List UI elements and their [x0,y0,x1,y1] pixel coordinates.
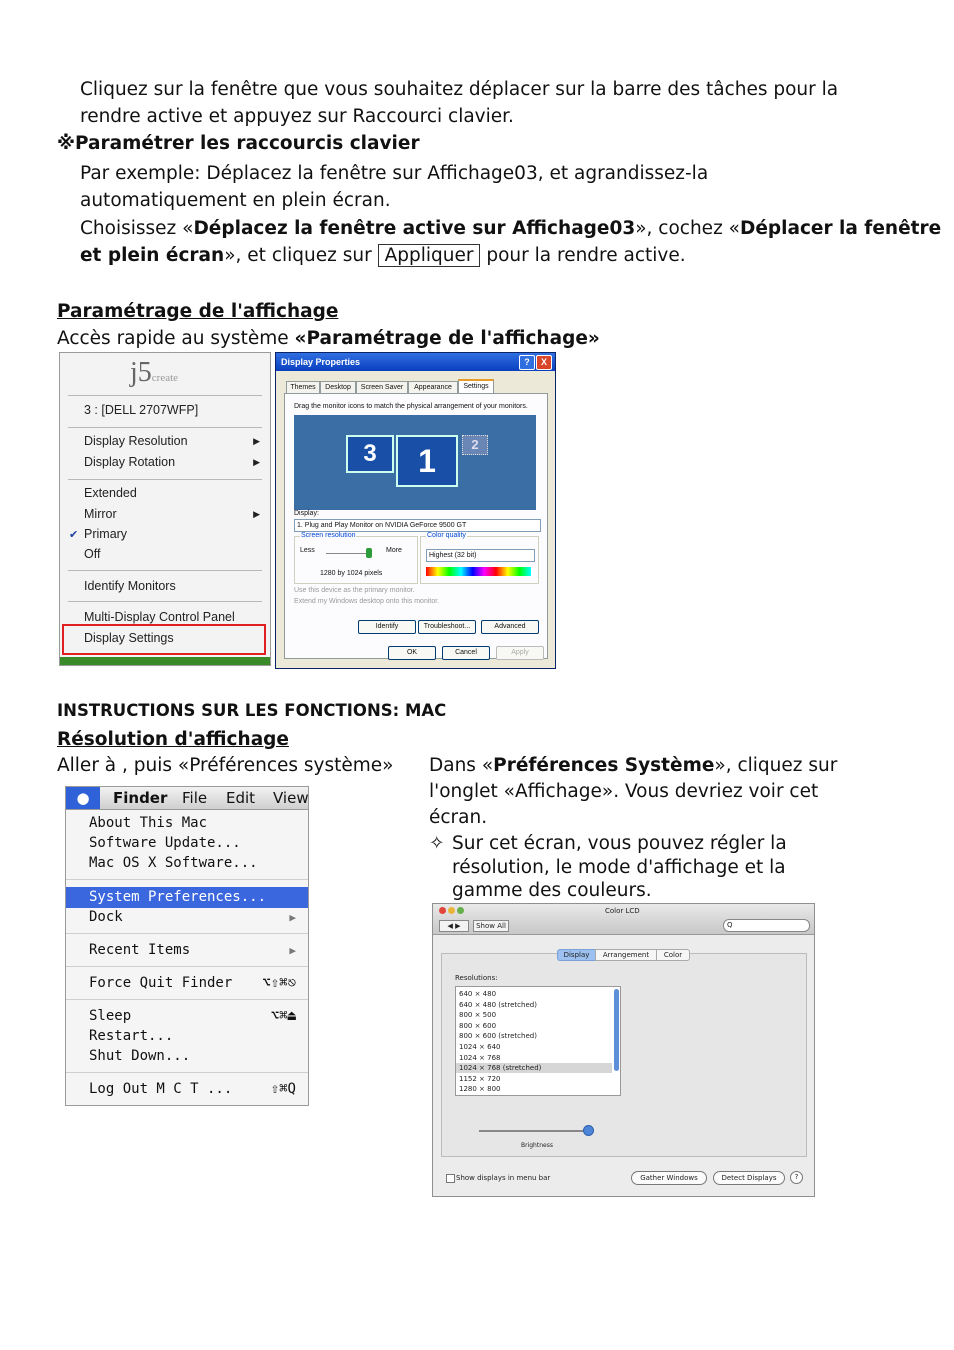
mac-os-x-software[interactable]: Mac OS X Software... [89,855,258,871]
show-displays-checkbox[interactable] [446,1174,455,1183]
resolutions-list[interactable] [455,986,621,1096]
quick-access-line: Accès rapide au système «Paramétrage de l'affichage» [57,328,600,349]
about-this-mac[interactable]: About This Mac [89,815,208,831]
bullet-line-1: Sur cet écran, vous pouvez régler la [452,833,787,854]
display-setup-heading: Paramétrage de l'affichage [57,301,339,322]
color-lcd-window [432,903,815,1197]
j5-context-menu [59,352,271,666]
search-input[interactable]: Q [723,919,810,932]
menu-edit[interactable]: Edit [226,789,256,807]
resolution-rows [459,989,541,1095]
shortcuts-heading: ※Paramétrer les raccourcis clavier [57,133,420,154]
log-out-shortcut: ⇧⌘Q [270,1081,296,1097]
zoom-dot-icon[interactable] [457,907,464,914]
help-icon[interactable]: ? [790,1171,803,1184]
window-toolbar [433,904,814,935]
force-quit-finder[interactable]: Force Quit Finder [89,975,233,991]
choose-line-1: Choisissez «Déplacez la fenêtre active sur Affichage03», cochez «Déplacer la fenêtre [80,218,942,239]
bullet-icon: ✧ [429,833,445,854]
resolution-value: 1280 by 1024 pixels [320,570,383,577]
display-properties-dialog [275,352,556,669]
list-item[interactable]: 800 × 600 [459,1021,497,1030]
menu-view[interactable]: View [273,789,309,807]
gather-windows-button[interactable]: Gather Windows [631,1171,707,1185]
apple-icon[interactable]: ● [66,787,100,809]
cancel-button[interactable]: Cancel [442,646,490,660]
mac-right-line-3: écran. [429,807,488,828]
sleep[interactable]: Sleep [89,1008,132,1024]
less-label: Less [300,547,315,554]
close-dot-icon[interactable] [439,907,446,914]
menu-display-rotation[interactable]: Display Rotation [84,455,176,469]
appliquer-button: Appliquer [378,244,481,267]
drag-instruction: Drag the monitor icons to match the physical arrangement of your monitors. [294,403,528,410]
tab-appearance[interactable]: Appearance [408,381,458,395]
system-preferences[interactable]: System Preferences... [89,889,267,905]
monitor-1-icon[interactable]: 1 [396,435,458,487]
go-to-text: Aller à , puis «Préférences système» [57,755,394,776]
log-out[interactable]: Log Out M C T ... [89,1081,233,1097]
resolutions-label: Resolutions: [455,974,498,982]
apply-button[interactable]: Apply [496,646,544,660]
color-spectrum-bar [426,567,531,576]
software-update[interactable]: Software Update... [89,835,241,851]
tab-screen-saver[interactable]: Screen Saver [356,381,408,395]
slider-thumb[interactable] [366,548,372,558]
mac-heading: INSTRUCTIONS SUR LES FONCTIONS: MAC [57,701,447,720]
advanced-button[interactable]: Advanced [481,620,539,634]
back-forward-icon[interactable]: ◀ ▶ [439,920,469,932]
bullet-line-2: résolution, le mode d'affichage et la [452,857,786,878]
list-item[interactable]: 1280 × 800 [459,1085,501,1094]
example-line-1: Par exemple: Déplacez la fenêtre sur Affichage03, et agrandissez-la [80,163,709,184]
force-quit-shortcut: ⌥⇧⌘⎋ [262,975,296,991]
menu-off[interactable]: Off [84,547,101,561]
menu-display-resolution[interactable]: Display Resolution [84,434,188,448]
tab-settings[interactable]: Settings [458,379,494,396]
checkbox-primary[interactable]: Use this device as the primary monitor. [294,587,415,594]
detect-displays-button[interactable]: Detect Displays [713,1171,785,1185]
brightness-label: Brightness [521,1142,553,1149]
monitor-arrangement-area[interactable] [294,415,536,510]
more-label: More [386,547,402,554]
close-button[interactable]: X [536,355,552,370]
list-item[interactable]: 1024 × 640 [459,1042,501,1051]
resolution-slider[interactable] [326,553,370,554]
tab-desktop[interactable]: Desktop [320,381,356,395]
list-item[interactable]: 640 × 480 [459,990,497,998]
menu-finder[interactable]: Finder [113,789,168,807]
example-line-2: automatiquement en plein écran. [80,190,391,211]
display-select[interactable]: 1. Plug and Play Monitor on NVIDIA GeForce 9500 GT [294,519,541,532]
mac-right-line-2: l'onglet «Affichage». Vous devriez voir cet [429,781,819,802]
reference-mark: ※ [57,133,75,154]
identify-button[interactable]: Identify [358,620,416,634]
display-label: Display: [294,510,319,517]
recent-items[interactable]: Recent Items [89,942,191,958]
list-item[interactable]: 640 × 480 (stretched) [459,1000,537,1009]
menu-identify-monitors[interactable]: Identify Monitors [84,579,176,593]
list-scrollbar[interactable] [614,989,619,1071]
submenu-arrow-icon: ▶ [253,436,260,446]
brightness-thumb[interactable] [583,1125,594,1136]
show-displays-label: Show displays in menu bar [456,1174,551,1182]
menu-display-settings[interactable]: Display Settings [84,631,174,645]
submenu-arrow-icon: ▶ [253,457,260,467]
menu-file[interactable]: File [182,789,208,807]
menu-extended[interactable]: Extended [84,486,137,500]
color-quality-select[interactable]: Highest (32 bit) [426,549,535,562]
tab-color[interactable]: Color [656,949,690,961]
list-item[interactable]: 1024 × 768 (stretched) [459,1064,542,1073]
apple-menu [65,786,309,1106]
mac-sub-heading: Résolution d'affichage [57,729,289,750]
checkbox-extend[interactable]: Extend my Windows desktop onto this monitor. [294,598,440,605]
intro-line-1: Cliquez sur la fenêtre que vous souhaitez déplacer sur la barre des tâches pour la [80,79,839,100]
submenu-arrow-icon: ▶ [253,509,260,519]
restart[interactable]: Restart... [89,1028,174,1044]
sleep-shortcut: ⌥⌘⏏ [270,1008,296,1024]
color-quality-label: Color quality [427,532,466,539]
submenu-arrow-icon: ▶ [289,944,296,957]
shut-down[interactable]: Shut Down... [89,1048,191,1064]
list-item[interactable]: 800 × 500 [459,1011,497,1020]
troubleshoot-button[interactable]: Troubleshoot... [418,620,476,634]
choose-line-2: et plein écran», et cliquez sur Appliquer pour la rendre active. [80,245,686,266]
submenu-arrow-icon: ▶ [289,911,296,924]
list-item[interactable]: 800 × 600 (stretched) [459,1032,537,1041]
help-button[interactable]: ? [519,355,535,370]
mac-right-line-1: Dans «Préférences Système», cliquez sur [429,755,838,776]
bullet-line-3: gamme des couleurs. [452,880,652,901]
check-icon: ✔ [69,529,79,541]
dialog-title: Display Properties [276,353,555,371]
j5-logo: j5create [130,357,179,388]
resolution-label: Screen resolution [301,532,356,539]
intro-line-2: rendre active et appuyez sur Raccourci clavier. [80,106,514,127]
list-item[interactable]: 1024 × 768 [459,1053,501,1062]
taskbar-strip [60,657,270,665]
list-item[interactable]: 1152 × 720 [459,1074,501,1083]
minimize-dot-icon[interactable] [448,907,455,914]
menu-multi-display-control-panel[interactable]: Multi-Display Control Panel [84,610,235,624]
menu-mirror[interactable]: Mirror [84,507,117,521]
menu-bar [66,787,308,810]
tab-themes[interactable]: Themes [286,381,320,395]
brightness-slider[interactable] [479,1130,587,1132]
monitor-label: 3 : [DELL 2707WFP] [84,403,199,417]
window-title: Color LCD [605,907,640,915]
show-all-button[interactable]: Show All [473,920,509,932]
tab-display[interactable]: Display [557,949,596,961]
monitor-3-icon[interactable]: 3 [346,435,394,473]
tab-arrangement[interactable]: Arrangement [595,949,657,961]
monitor-2-icon[interactable]: 2 [462,435,488,455]
dock[interactable]: Dock [89,909,123,925]
menu-primary[interactable]: Primary [84,527,128,541]
ok-button[interactable]: OK [388,646,436,660]
